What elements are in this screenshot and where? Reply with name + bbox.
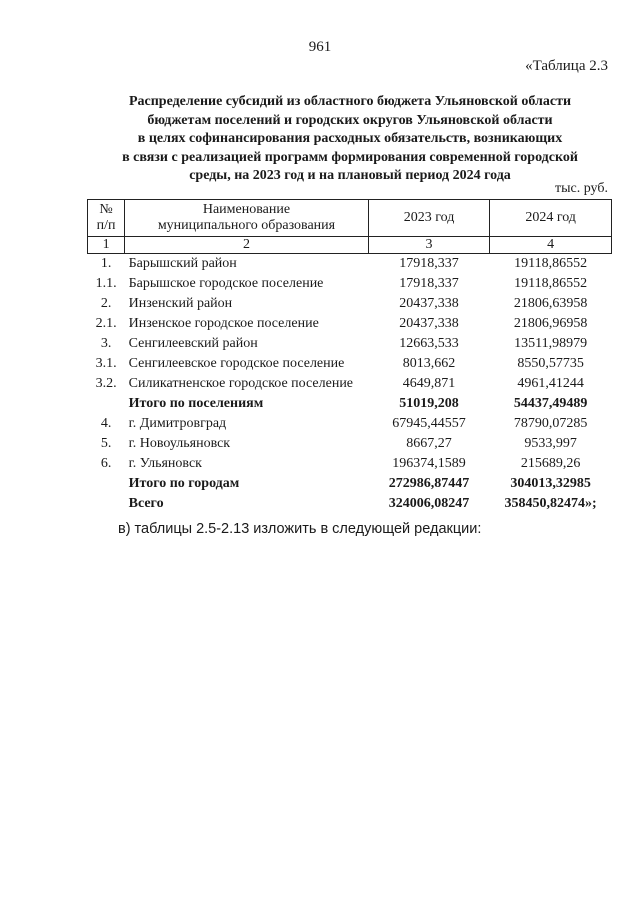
- row-value-2024: 19118,86552: [514, 276, 588, 291]
- row-number: 3.: [100, 336, 112, 351]
- table-row: [88, 414, 612, 434]
- row-number: 6.: [100, 456, 112, 471]
- row-value-2023: 67945,44557: [392, 416, 466, 431]
- row-value-2024: 78790,07285: [513, 416, 588, 431]
- row-name: Барышский район: [128, 256, 237, 271]
- table-total-row: [88, 474, 612, 494]
- table-index-row: [88, 237, 612, 254]
- table-row: [88, 294, 612, 314]
- row-name: Итого по городам: [128, 476, 240, 491]
- row-value-2023: 324006,08247: [388, 496, 470, 511]
- row-value-2024: 358450,82474»;: [504, 496, 597, 511]
- document-title: [70, 93, 630, 186]
- row-number: [88, 494, 125, 514]
- table-body: [88, 254, 612, 515]
- row-value-2024: 21806,63958: [513, 296, 588, 311]
- title-line: бюджетам поселений и городских округов Ульяновской области: [147, 112, 553, 128]
- row-value-2023: 8667,27: [406, 436, 452, 451]
- row-name: Инзенский район: [128, 296, 233, 311]
- row-name: Силикатненское городское поселение: [128, 376, 354, 391]
- title-line: среды, на 2023 год и на плановый период 2024 года: [189, 168, 511, 183]
- row-value-2024: 8550,57735: [517, 356, 584, 371]
- row-number: 1.1.: [95, 276, 117, 291]
- row-name: Инзенское городское поселение: [128, 316, 319, 331]
- table-reference: «Таблица 2.3: [525, 58, 608, 74]
- table-total-row: [88, 394, 612, 414]
- row-value-2023: 196374,1589: [392, 456, 466, 471]
- row-number: [88, 394, 125, 414]
- table-row: [88, 314, 612, 334]
- row-value-2024: 19118,86552: [514, 256, 588, 271]
- table-row: [88, 254, 612, 275]
- row-value-2023: 20437,338: [399, 316, 459, 331]
- units-label: тыс. руб.: [555, 181, 608, 196]
- table-row: [88, 334, 612, 354]
- index-cell: 3: [368, 237, 489, 254]
- row-value-2024: 4961,41244: [517, 376, 584, 391]
- row-value-2023: 8013,662: [402, 356, 456, 371]
- row-value-2024: 54437,49489: [513, 396, 588, 411]
- index-cell: 2: [125, 237, 369, 254]
- subsidies-table: [87, 199, 612, 514]
- row-number: 3.2.: [95, 376, 117, 391]
- row-value-2023: 17918,337: [399, 276, 459, 291]
- table-header-row: [88, 200, 612, 237]
- row-number: 5.: [100, 436, 112, 451]
- row-number: [88, 474, 125, 494]
- row-value-2024: 304013,32985: [510, 476, 591, 491]
- row-value-2024: 13511,98979: [514, 336, 588, 351]
- header-name: [125, 200, 369, 237]
- row-number: 2.: [100, 296, 112, 311]
- row-number: 4.: [100, 416, 112, 431]
- header-year-2024: 2024 год: [490, 200, 612, 237]
- index-cell: 4: [490, 237, 612, 254]
- row-value-2023: 4649,871: [402, 376, 456, 391]
- row-number: 1.: [100, 256, 112, 271]
- row-name: Сенгилеевский район: [128, 336, 258, 351]
- row-value-2024: 9533,997: [524, 436, 577, 451]
- row-name: Сенгилеевское городское поселение: [128, 356, 345, 371]
- table-row: [88, 374, 612, 394]
- row-name: Всего: [128, 496, 164, 511]
- header-year-2023: 2023 год: [368, 200, 489, 237]
- header-name-line1: Наименование: [202, 202, 291, 217]
- row-name: г. Ульяновск: [128, 456, 202, 471]
- header-number-line1: №: [99, 202, 113, 217]
- header-number-line2: п/п: [96, 218, 116, 233]
- row-name: Итого по поселениям: [128, 396, 264, 411]
- header-name-line2: муниципального образования: [157, 218, 336, 233]
- index-cell: 1: [88, 237, 125, 254]
- title-line: в целях софинансирования расходных обязательств, возникающих: [137, 131, 563, 146]
- row-number: 3.1.: [95, 356, 117, 371]
- row-value-2023: 20437,338: [399, 296, 459, 311]
- table-row: [88, 454, 612, 474]
- row-value-2023: 12663,533: [399, 336, 459, 351]
- row-value-2023: 17918,337: [399, 256, 459, 271]
- row-name: г. Димитровград: [128, 416, 227, 431]
- table-row: [88, 274, 612, 294]
- page-number: 961: [308, 39, 332, 55]
- table-total-row: [88, 494, 612, 514]
- row-value-2024: 21806,96958: [513, 316, 588, 331]
- row-value-2023: 272986,87447: [388, 476, 470, 491]
- row-value-2024: 215689,26: [520, 456, 581, 471]
- table-row: [88, 354, 612, 374]
- row-name: г. Новоульяновск: [128, 436, 231, 451]
- header-number: [88, 200, 125, 237]
- row-value-2023: 51019,208: [399, 396, 459, 411]
- row-number: 2.1.: [95, 316, 117, 331]
- row-name: Барышское городское поселение: [128, 276, 324, 291]
- amendment-note: в) таблицы 2.5-2.13 изложить в следующей редакции:: [118, 521, 482, 537]
- title-line: в связи с реализацией программ формирования современной городской: [122, 149, 578, 165]
- title-line: Распределение субсидий из областного бюджета Ульяновской области: [128, 94, 572, 109]
- table-row: [88, 434, 612, 454]
